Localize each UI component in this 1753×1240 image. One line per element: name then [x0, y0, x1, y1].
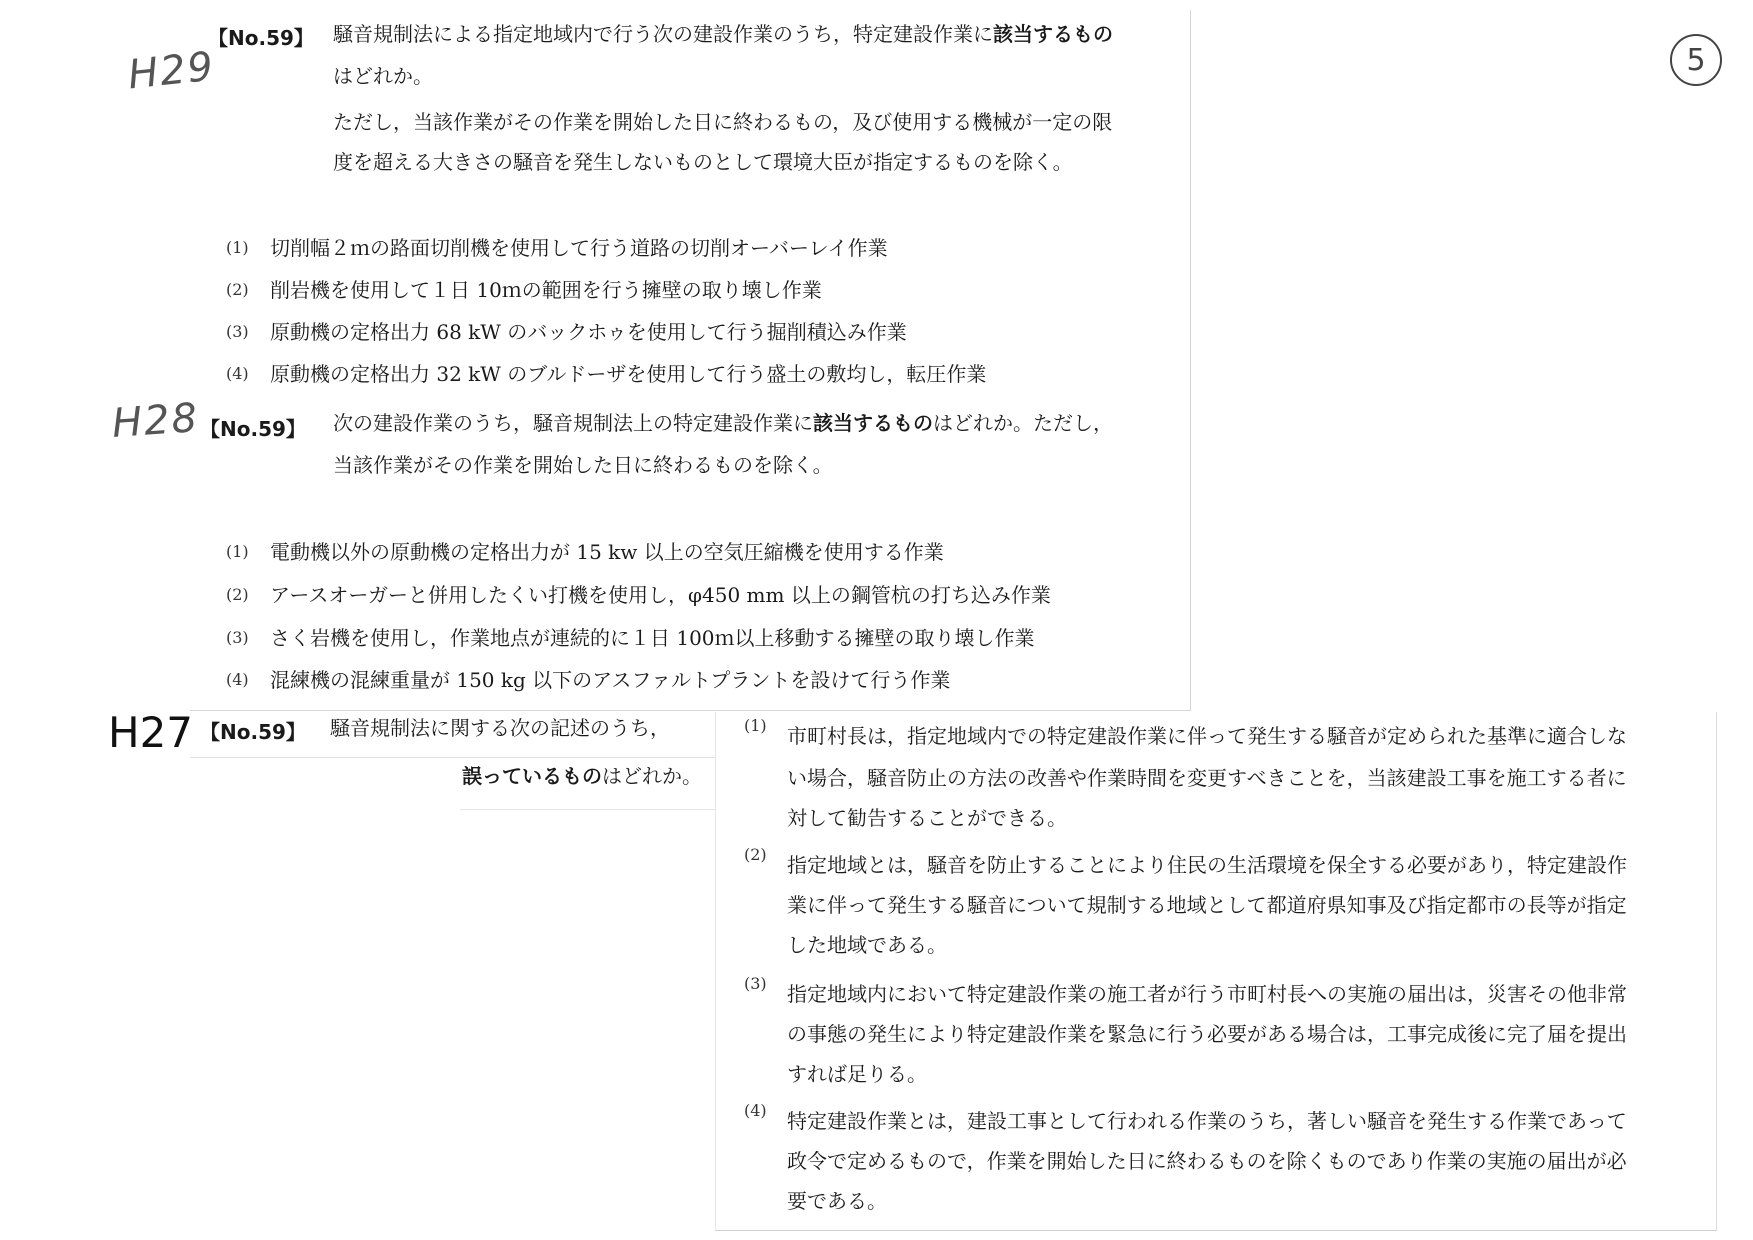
h27-option-1-line-3: 対して勧告することができる。	[787, 806, 1067, 830]
question-no-label: 【No.	[200, 417, 259, 441]
h27-option-1-line-2: い場合，騒音防止の方法の改善や作業時間を変更すべきことを，当該建設工事を施工する者に	[787, 766, 1627, 790]
h27-option-2-label: (2)	[744, 845, 767, 864]
h27-option-4-line-1: 特定建設作業とは，建設工事として行われる作業のうち，著しい騒音を発生する作業であって	[787, 1109, 1627, 1133]
h28-option-1-label: (1)	[226, 542, 249, 561]
page-number-circle	[1670, 34, 1722, 86]
h27-year-label: H27	[108, 708, 194, 757]
question-emphasis: 誤っているもの	[462, 764, 602, 788]
h29-option-3: 原動機の定格出力 68 kW のバックホゥを使用して行う掘削積込み作業	[270, 320, 907, 344]
divider	[460, 809, 730, 810]
h29-question-line-1	[333, 24, 1113, 44]
h28-option-4-label: (4)	[226, 670, 249, 689]
h27-question-number	[200, 716, 306, 745]
h27-option-3-line-3: すれば足りる。	[787, 1062, 927, 1086]
h27-option-4-line-3: 要である。	[787, 1189, 887, 1213]
h29-year-annotation: H29	[125, 43, 218, 99]
h29-option-3-label: (3)	[226, 322, 249, 341]
question-no-value: 59】	[266, 26, 314, 50]
h29-question-number	[208, 22, 314, 51]
h28-option-4: 混練機の混練重量が 150 kg 以下のアスファルトプラントを設けて行う作業	[270, 668, 951, 692]
h29-question-line-2: はどれか。	[333, 64, 433, 88]
h28-option-3: さく岩機を使用し，作業地点が連続的に１日 100ｍ以上移動する擁壁の取り壊し作業	[270, 626, 1035, 650]
h27-option-1-line-1: 市町村長は，指定地域内での特定建設作業に伴って発生する騒音が定められた基準に適合しな	[787, 724, 1627, 748]
h29-option-4-label: (4)	[226, 364, 249, 383]
question-no-label: 【No.	[208, 26, 267, 50]
h29-option-1-label: (1)	[226, 238, 249, 257]
h27-option-2-line-2: 業に伴って発生する騒音について規制する地域として都道府県知事及び指定都市の長等が指定	[787, 893, 1627, 917]
question-text: 次の建設作業のうち，騒音規制法上の特定建設作業に	[333, 411, 813, 435]
h27-option-2-line-3: した地域である。	[787, 933, 947, 957]
h28-option-2-label: (2)	[226, 585, 249, 604]
h27-option-3-label: (3)	[744, 974, 767, 993]
h29-question-line-4: 度を超える大きさの騒音を発生しないものとして環境大臣が指定するものを除く。	[333, 150, 1073, 174]
h27-option-4-line-2: 政令で定めるもので，作業を開始した日に終わるものを除くものであり作業の実施の届出が必	[787, 1149, 1627, 1173]
divider	[190, 757, 730, 758]
h28-option-1: 電動機以外の原動機の定格出力が 15 kw 以上の空気圧縮機を使用する作業	[270, 540, 944, 564]
h29-option-4: 原動機の定格出力 32 kW のブルドーザを使用して行う盛土の敷均し，転圧作業	[270, 362, 987, 386]
h29-option-2: 削岩機を使用して１日 10ｍの範囲を行う擁壁の取り壊し作業	[270, 278, 822, 302]
page-number: 5	[1686, 42, 1706, 78]
h28-question-line-2: 当該作業がその作業を開始した日に終わるものを除く。	[333, 453, 833, 477]
question-emphasis: 該当するもの	[813, 411, 933, 435]
h27-option-3-line-2: の事態の発生により特定建設作業を緊急に行う必要がある場合は，工事完成後に完了届を提出	[787, 1022, 1627, 1046]
question-no-label: 【No.	[200, 720, 259, 744]
h29-option-1: 切削幅２ｍの路面切削機を使用して行う道路の切削オーバーレイ作業	[270, 236, 888, 260]
h28-question-number	[200, 413, 306, 442]
question-no-value: 59】	[258, 720, 306, 744]
h27-option-2-line-1: 指定地域とは，騒音を防止することにより住民の生活環境を保全する必要があり，特定建設作	[787, 853, 1627, 877]
h27-option-3-line-1: 指定地域内において特定建設作業の施工者が行う市町村長への実施の届出は，災害その他非常	[787, 982, 1627, 1006]
question-text: 騒音規制法による指定地域内で行う次の建設作業のうち，特定建設作業に	[333, 22, 993, 46]
question-text: はどれか。ただし，	[933, 411, 1113, 435]
h28-year-annotation: H28	[110, 395, 201, 447]
h28-option-3-label: (3)	[226, 628, 249, 647]
h27-question-line-2	[462, 766, 702, 786]
question-no-value: 59】	[258, 417, 306, 441]
h28-option-2: アースオーガーと併用したくい打機を使用し，φ450 mm 以上の鋼管杭の打ち込み作業	[270, 583, 1051, 607]
h27-option-4-label: (4)	[744, 1101, 767, 1120]
question-text: はどれか。	[602, 764, 702, 788]
h29-question-line-3: ただし，当該作業がその作業を開始した日に終わるもの，及び使用する機械が一定の限	[333, 110, 1113, 134]
h29-option-2-label: (2)	[226, 280, 249, 299]
h28-question-line-1	[333, 413, 1113, 433]
h27-option-1-label: (1)	[744, 716, 767, 735]
question-emphasis: 該当するもの	[993, 22, 1113, 46]
h27-question-line-1: 騒音規制法に関する次の記述のうち，	[330, 716, 670, 740]
